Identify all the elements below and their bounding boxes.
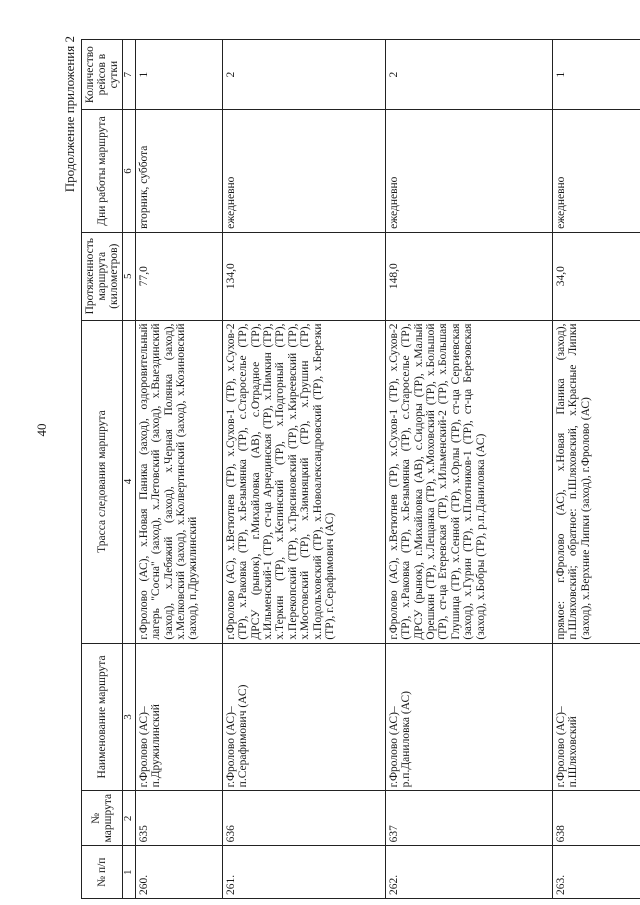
route-name: г.Фролово (АС)–р.п.Даниловка (АС) bbox=[385, 643, 552, 791]
header-trips: Количество рейсов в сутки bbox=[82, 40, 123, 110]
route-path: г.Фролово (АС), х.Ветютнев (ТР), х.Сухов-1 (ТР), х.Сухов-2 (ТР), х.Раковка (ТР), х.Безымянка (ТР), с.Старосельe (ТР), ДРСУ (рынок), г.Михайловка (АВ), с.Сидоры (ТР), х.Малый Орешкин (ТР), х.Лещанка (ТР), х.Моховский (ТР), х.Большой (ТР), ст-ца Етеревская (ТР), х.Ильменский-2 (ТР), х.Большая Глушица (ТР), х.Сенной (ТР), х.Орлы (ТР), ст-ца Сергиевская (заход), х.Гурин (ТР), х.Плотников-1 (ТР), ст-ца Березовская (заход), х.Бобры (ТР), р.п.Даниловка (АС) bbox=[385, 320, 552, 643]
route-name: г.Фролово (АС)–п.Дружилинский bbox=[135, 643, 222, 791]
route-number: 636 bbox=[222, 791, 385, 846]
route-trips: 1 bbox=[552, 40, 640, 110]
route-name: г.Фролово (АС)–п.Серафимович (АС) bbox=[222, 643, 385, 791]
row-number: 262. bbox=[385, 846, 552, 899]
route-trips: 2 bbox=[385, 40, 552, 110]
continuation-label: Продолжение приложения 2 bbox=[62, 36, 77, 193]
route-path: прямое: г.Фролово (АС), х.Новая Паника (заход), п.Шляховский; обратное: п.Шляховский, х.Красные Липки (заход), х.Верхние Липки (заход), г.Фролово (АС) bbox=[552, 320, 640, 643]
column-number-row bbox=[123, 40, 136, 899]
row-number: 261. bbox=[222, 846, 385, 899]
route-number: 637 bbox=[385, 791, 552, 846]
header-days: Дни работы маршрута bbox=[82, 110, 123, 233]
route-trips: 2 bbox=[222, 40, 385, 110]
route-path: г.Фролово (АС), х.Ветютнев (ТР), х.Сухов-1 (ТР), х.Сухов-2 (ТР), х.Раковка (ТР), х.Безымянка (ТР), с.Старосельe (ТР), ДРСУ (рынок), г.Михайловка (АВ), с.Отрадное (ТР), х.Ильменский-1 (ТР), ст-ца Арчединская (ТР), х.Пимкин (ТР), х.Теркин (ТР), х.Кепинский (ТР), х.Подгорный (ТР), х.Перекопский (ТР), х.Трясиновский (ТР), х.Киреевский (ТР), х.Мостовский (ТР), х.Зимняцкий (ТР), х.Грушин (ТР), х.Подольховский (ТР), х.Новоалександровский (ТР), х.Березки (ТР), г.Серафимович (АС) bbox=[222, 320, 385, 643]
column-number: 1 bbox=[123, 846, 136, 899]
route-length: 34,0 bbox=[552, 232, 640, 320]
route-length: 148,0 bbox=[385, 232, 552, 320]
page-number: 40 bbox=[34, 423, 49, 437]
header-name: Наименование маршрута bbox=[82, 643, 123, 791]
table-row bbox=[222, 40, 385, 899]
route-days: вторник, суббота bbox=[135, 110, 222, 233]
route-days: ежедневно bbox=[552, 110, 640, 233]
route-number: 638 bbox=[552, 791, 640, 846]
route-number: 635 bbox=[135, 791, 222, 846]
column-number: 4 bbox=[123, 320, 136, 643]
header-row bbox=[82, 40, 123, 899]
table-row bbox=[135, 40, 222, 899]
route-trips: 1 bbox=[135, 40, 222, 110]
row-number: 260. bbox=[135, 846, 222, 899]
header-num: № п/п bbox=[82, 846, 123, 899]
column-number: 2 bbox=[123, 791, 136, 846]
document-sheet bbox=[61, 0, 640, 905]
header-path: Трасса следования маршрута bbox=[82, 320, 123, 643]
column-number: 7 bbox=[123, 40, 136, 110]
column-number: 6 bbox=[123, 110, 136, 233]
route-name: г.Фролово (АС)–п.Шляховский bbox=[552, 643, 640, 791]
route-length: 134,0 bbox=[222, 232, 385, 320]
route-days: ежедневно bbox=[385, 110, 552, 233]
table-row bbox=[552, 40, 640, 899]
table-row bbox=[385, 40, 552, 899]
header-route: № маршрута bbox=[82, 791, 123, 846]
route-length: 77,0 bbox=[135, 232, 222, 320]
routes-table bbox=[81, 39, 640, 899]
row-number: 263. bbox=[552, 846, 640, 899]
route-days: ежедневно bbox=[222, 110, 385, 233]
header-length: Протяженность маршрута (километров) bbox=[82, 232, 123, 320]
route-path: г.Фролово (АС), х.Новая Паника (заход), оздоровительный лагерь "Сосна" (заход), х.Летовский (заход), х.Выездинский (заход), х.Лебяжий (заход), х.Черная Полянка (заход), х.Мелковский (заход), х.Колвертинский (заход), х.Козиновский (заход), п.Дружилинский bbox=[135, 320, 222, 643]
column-number: 5 bbox=[123, 232, 136, 320]
column-number: 3 bbox=[123, 643, 136, 791]
